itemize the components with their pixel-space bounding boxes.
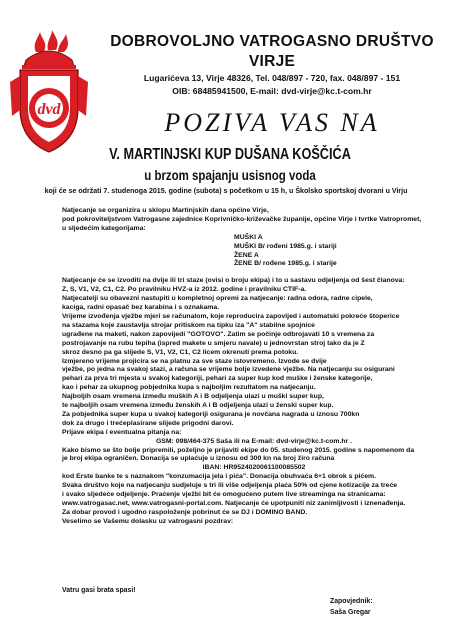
event-date-line: koji će se održati 7. studenoga 2015. godine (subota) s početkom u 15 h, u Školsko sportskoj dvorani u Virju (44, 186, 408, 195)
event-subtitle: u brzom spajanju usisnog voda (144, 168, 316, 183)
signature-block (330, 596, 373, 618)
rules-line: skroz desno pa ga slijede S, V1, V2, C1, C2 licem okrenuti prema potoku. (62, 348, 299, 356)
registration-line: je broj ekipa ograničen. Donacija se uplaćuje u iznosu od 300 kn na broj žiro računa (62, 455, 335, 463)
closing-line: Za dobar provod i ugodno raspoloženje pobrinut će se DJ i DOMINO BAND. (62, 508, 308, 516)
rules-line: pehari za prva tri mjesta u svakoj kategoriji, pehari za super kup kod muške i ženske kategorije, (62, 375, 373, 383)
closing-line: Veselimo se Vašemu dolasku uz vatrogasni pozdrav: (62, 517, 234, 525)
category-list (234, 234, 446, 270)
rules-line: vježbe, po jedna na svakoj stazi, a računa se vrijeme bolje izvedene vježbe. Na natjecanju su osigurani (62, 366, 395, 374)
rules-line: te najboljih osam vremena između ženskih A i B odjeljenja ulazi u ženski super kup. (62, 402, 334, 410)
closing-line: Svaka društvo koje na natjecanju sudjeluje s tri ili više odjeljenja plaća 50% od cjene kotizacije za treće (62, 482, 398, 490)
crest-letters: dvd (37, 101, 61, 118)
contact-block (100, 72, 444, 98)
org-name-line2: VIRJE (248, 53, 296, 70)
intro-line: pod pokroviteljstvom Vatrogasne zajednice Koprivničko-križevačke županije, općine Virje i tvrtke Vatropromet, (62, 215, 422, 223)
letter-body (62, 207, 446, 527)
intro-line: Natjecanje se organizira u sklopu Martinjskih dana općine Virje, (62, 207, 269, 214)
closing-line: i svako sljedeće odjeljenje. Praćenje vježbi bit će omogućeno putem live streaminga na stranicama: (62, 491, 386, 499)
rules-line: Natjecatelji su obavezni nastupiti u kompletnoj opremi za natjecanje: radna odora, radne cipele, (62, 295, 373, 303)
organization-title (100, 32, 444, 72)
oib-email-line: OIB: 68485941500, E-mail: dvd-virje@kc.t-com.hr (172, 86, 372, 96)
rules-line: Izmjereno vrijeme projicira se na platnu za sve staze istovremeno. Izvode se dvije (62, 357, 327, 365)
rules-line: Z, S, V1, V2, C1, C2. Po pravilniku HVZ-a iz 2012. godine i pravilniku CTIF-a. (62, 286, 307, 294)
closing-line: kod Erste banke te s naznakom "konzumacija jela i pića". Donacija obuhvaća 6+1 obrok s pićem. (62, 473, 377, 481)
rules-line: Vrijeme izvođenja vježbe mjeri se računalom, koje reproducira zapovijed i automatski pokreće štoperice (62, 312, 400, 320)
category-item: ŽENE A (234, 251, 259, 259)
category-item: MUŠKI A (234, 233, 263, 241)
iban-line: IBAN: HR9524020061100085502 (202, 464, 306, 472)
rules-line: postrojavanje na rubu tepiha (ispred makete u smjeru navale) u jednovrstan stroj tako da je Z (62, 339, 365, 347)
intro-line: u sljedećim kategorijama: (62, 224, 146, 232)
category-item: MUŠKI B/ rođeni 1985.g. i stariji (234, 242, 337, 250)
rules-line: Za pobjednika super kupa u svakoj kategoriji osigurana je novčana nagrada u iznosu 700kn (62, 410, 360, 418)
contact-gsm-line: GSM: 098/464-375 Saša ili na E-mail: dvd-virje@kc.t-com.hr . (155, 437, 353, 445)
invite-heading: POZIVA VAS NA (164, 108, 380, 137)
signature-role: Zapovjednik: (330, 598, 373, 605)
rules-line: Najboljih osam vremena između muških A i B odjeljenja ulazi u muški super kup, (62, 393, 324, 401)
greeting-line: Vatru gasi brata spasi! (62, 587, 136, 594)
rules-line: kao i pehar za ukupnog pobjednika kupa s najboljim rezultatom na natjecanju. (62, 384, 316, 392)
dvd-crest-logo (8, 30, 90, 155)
closing-line: www.vatrogasac.net, www.vatrogasni-portal.com. Natjecanje će upotpuniti niz zanimljivosti i iznenađenja. (62, 500, 406, 507)
rules-line: na stazama koje zaustavlja strojar pritiskom na tipku iza "A" stabilne spojnice (62, 321, 315, 329)
rules-line: kaciga, radni opasač bez karabina i s oznakama. (62, 304, 220, 312)
rules-line: Prijave ekipa i eventualna pitanja na: (62, 428, 182, 436)
signature-name: Saša Gregar (330, 609, 371, 616)
registration-line: Kako bismo se što bolje pripremili, poželjno je prijaviti ekipe do 05. studenog 2015. godine s napomenom da (62, 446, 415, 454)
rules-line: Natjecanje će se izvoditi na dvije ili tri staze (ovisi o broju ekipa) i to u sastavu odjeljenja od šest članova: (62, 277, 405, 285)
event-title: V. MARTINJSKI KUP DUŠANA KOŠČIĆA (109, 146, 351, 163)
address-line: Lugarićeva 13, Virje 48326, Tel. 048/897 - 720, fax. 048/897 - 151 (143, 73, 401, 83)
org-name-line1: DOBROVOLJNO VATROGASNO DRUŠTVO (110, 33, 434, 50)
category-item: ŽENE B/ rođene 1985.g. i starije (234, 260, 337, 268)
rules-line: dok za drugo i trećeplasirane slijede prigodni darovi. (62, 419, 234, 427)
rules-line: ugrađene na maketi, nakon zapovijedi "GOTOVO". Zatim se počinje odbrojavati 10 s vremena za (62, 330, 375, 338)
